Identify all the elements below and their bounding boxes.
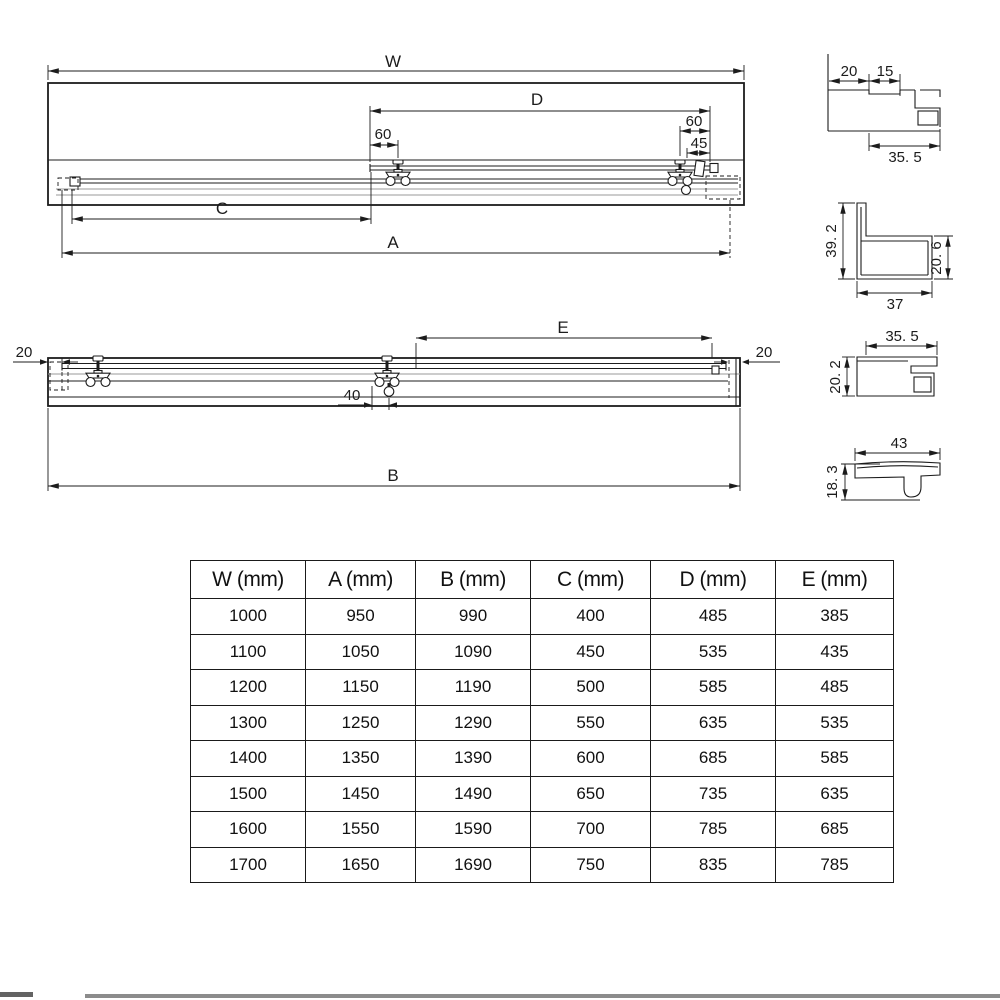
top-view-drawing — [48, 52, 744, 258]
dim-label-p1-35-5: 35. 5 — [888, 149, 922, 166]
table-cell: 835 — [651, 847, 776, 883]
stopper-knob — [682, 186, 691, 195]
dim-label-p2-20-6: 20. 6 — [928, 241, 945, 275]
bottom-edge-dark-segment — [0, 992, 33, 997]
column-header-d: D (mm) — [651, 561, 776, 599]
dim-p4-43 — [855, 435, 940, 461]
table-cell: 1400 — [191, 741, 306, 777]
stopper-knob — [384, 387, 394, 397]
dim-45 — [687, 135, 710, 158]
roller-hanger-left — [86, 356, 110, 387]
left-hidden-end-cap — [50, 362, 68, 390]
anti-jump-clip — [694, 160, 705, 176]
dim-label-w: W — [384, 52, 402, 71]
dim-label-p3-35-5: 35. 5 — [885, 328, 919, 345]
table-cell: 400 — [531, 599, 651, 635]
dimension-table — [190, 560, 894, 883]
dim-label-p2-37: 37 — [886, 296, 904, 313]
table-cell: 535 — [651, 634, 776, 670]
table-cell: 1300 — [191, 705, 306, 741]
table-cell: 785 — [776, 847, 894, 883]
table-cell: 485 — [651, 599, 776, 635]
dim-label-p4-18-3: 18. 3 — [824, 465, 841, 499]
table-cell: 535 — [776, 705, 894, 741]
table-cell: 1500 — [191, 776, 306, 812]
dim-label-20-left: 20 — [15, 344, 33, 361]
dim-label-p4-43: 43 — [890, 435, 908, 452]
dim-p3-20-2 — [827, 357, 855, 396]
dim-label-p1-15: 15 — [876, 63, 894, 80]
dim-label-c: C — [215, 199, 229, 218]
table-cell: 685 — [651, 741, 776, 777]
table-cell: 1090 — [416, 634, 531, 670]
table-cell: 635 — [651, 705, 776, 741]
dim-p2-37 — [857, 281, 932, 313]
table-cell: 435 — [776, 634, 894, 670]
table-cell: 1390 — [416, 741, 531, 777]
table-cell: 1290 — [416, 705, 531, 741]
table-cell: 1700 — [191, 847, 306, 883]
table-row — [191, 847, 894, 883]
side-view-drawing — [13, 318, 780, 491]
column-header-b: B (mm) — [416, 561, 531, 599]
dim-d — [370, 90, 710, 162]
table-cell: 585 — [776, 741, 894, 777]
dim-label-d: D — [530, 90, 544, 109]
table-cell: 990 — [416, 599, 531, 635]
table-row — [191, 670, 894, 706]
roller-hanger-right — [668, 160, 692, 186]
table-cell: 650 — [531, 776, 651, 812]
profile-top-track-section — [828, 54, 940, 166]
table-cell: 1450 — [306, 776, 416, 812]
table-cell: 1250 — [306, 705, 416, 741]
table-row — [191, 634, 894, 670]
table-cell: 635 — [776, 776, 894, 812]
table-cell: 750 — [531, 847, 651, 883]
dim-a — [62, 190, 730, 258]
profile-bottom-guide-section — [824, 435, 940, 500]
table-cell: 700 — [531, 812, 651, 848]
table-row — [191, 741, 894, 777]
table-cell: 1600 — [191, 812, 306, 848]
table-cell: 1190 — [416, 670, 531, 706]
table-row — [191, 599, 894, 635]
table-cell: 1100 — [191, 634, 306, 670]
profile-bottom-track-section — [827, 328, 937, 396]
table-cell: 1350 — [306, 741, 416, 777]
table-cell: 600 — [531, 741, 651, 777]
dim-label-60-left: 60 — [374, 126, 392, 143]
right-end-block — [712, 366, 719, 374]
dim-60-left — [370, 126, 398, 158]
table-cell: 1550 — [306, 812, 416, 848]
column-header-w: W (mm) — [191, 561, 306, 599]
dim-p2-20-6 — [928, 236, 953, 279]
dim-label-60-right: 60 — [685, 113, 703, 130]
table-row — [191, 705, 894, 741]
column-header-a: A (mm) — [306, 561, 416, 599]
table-cell: 500 — [531, 670, 651, 706]
table-cell: 1000 — [191, 599, 306, 635]
column-header-c: C (mm) — [531, 561, 651, 599]
table-cell: 950 — [306, 599, 416, 635]
dim-w — [48, 52, 744, 80]
table-cell: 585 — [651, 670, 776, 706]
dim-c — [72, 172, 371, 224]
dim-label-a: A — [387, 233, 399, 252]
dim-b — [48, 408, 740, 491]
table-row — [191, 776, 894, 812]
dim-label-40: 40 — [343, 387, 361, 404]
dim-e — [416, 318, 712, 368]
dim-label-20-right: 20 — [755, 344, 773, 361]
table-header-row — [191, 561, 894, 599]
dim-label-p1-20: 20 — [840, 63, 858, 80]
dim-label-e: E — [557, 318, 569, 337]
dim-p2-39-2 — [823, 203, 855, 279]
table-row — [191, 812, 894, 848]
table-cell: 450 — [531, 634, 651, 670]
dim-label-45: 45 — [690, 135, 708, 152]
table-cell: 550 — [531, 705, 651, 741]
table-cell: 1050 — [306, 634, 416, 670]
table-cell: 385 — [776, 599, 894, 635]
door-panel-outline — [48, 83, 744, 205]
roller-hanger-right — [375, 356, 399, 387]
dim-label-p3-20-2: 20. 2 — [827, 360, 844, 394]
table-cell: 785 — [651, 812, 776, 848]
table-cell: 1590 — [416, 812, 531, 848]
table-cell: 1650 — [306, 847, 416, 883]
dim-p3-35-5 — [866, 328, 937, 355]
profile-wall-section — [823, 203, 953, 313]
dim-20-right — [714, 344, 780, 365]
table-cell: 1490 — [416, 776, 531, 812]
table-cell: 685 — [776, 812, 894, 848]
dim-p1-35-5 — [869, 129, 940, 166]
table-cell: 735 — [651, 776, 776, 812]
roller-hanger-left — [386, 160, 410, 186]
dim-label-p2-39-2: 39. 2 — [823, 224, 840, 258]
table-cell: 1150 — [306, 670, 416, 706]
dim-label-b: B — [387, 466, 399, 485]
column-header-e: E (mm) — [776, 561, 894, 599]
dim-p1-15 — [869, 63, 900, 96]
bottom-edge-line — [85, 994, 1000, 998]
table-cell: 1200 — [191, 670, 306, 706]
table-cell: 1690 — [416, 847, 531, 883]
dim-p1-20 — [829, 63, 869, 92]
table-cell: 485 — [776, 670, 894, 706]
